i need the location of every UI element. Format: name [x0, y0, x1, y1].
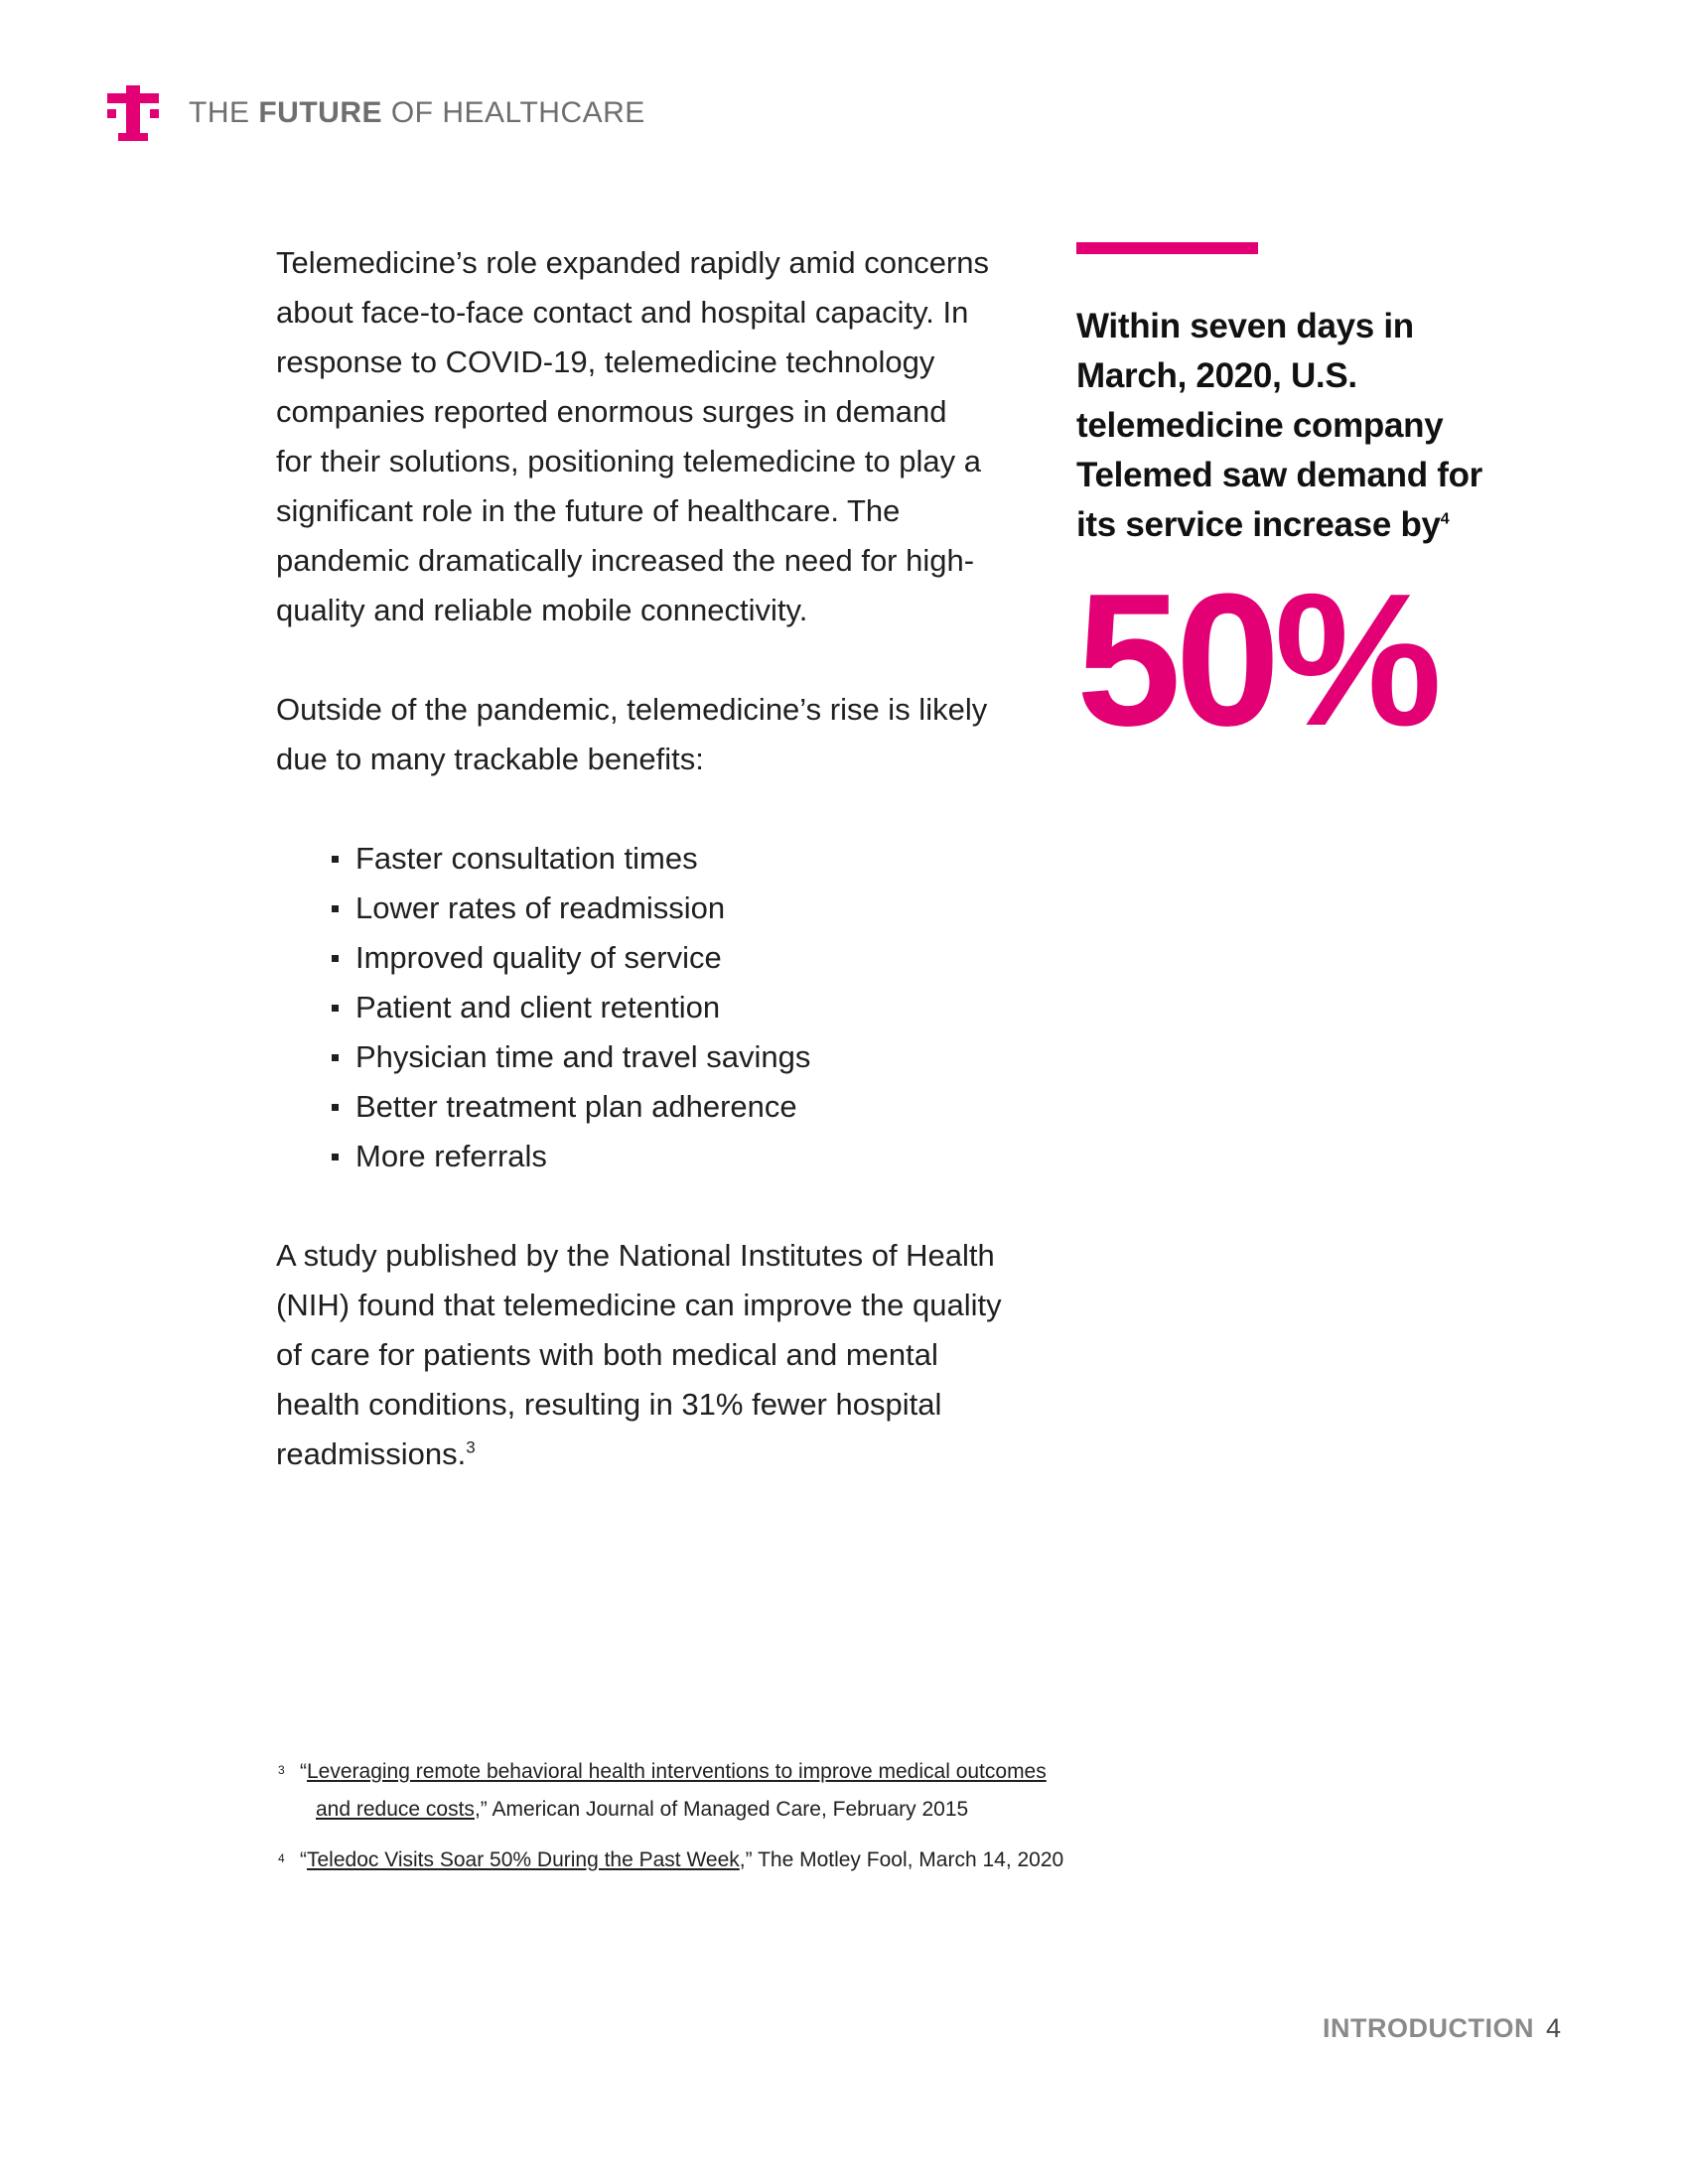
footnote-number: 4: [278, 1851, 285, 1865]
footnote-ref-3[interactable]: 3: [466, 1437, 476, 1457]
paragraph-benefits-lead: Outside of the pandemic, telemedicine’s rise is likely due to many trackable benefits:: [276, 692, 988, 776]
list-item-text: Patient and client retention: [355, 990, 721, 1024]
stat-value: 50%: [1076, 555, 1437, 765]
title-strong: FUTURE: [258, 96, 382, 129]
list-item-text: Lower rates of readmission: [355, 890, 726, 925]
telekom-t-logo-icon: [107, 85, 159, 141]
footnote-3: [276, 1753, 1170, 1829]
square-bullet-icon: [332, 1054, 339, 1061]
stat-callout-text: [1076, 302, 1493, 550]
list-item-text: Better treatment plan adherence: [355, 1089, 797, 1124]
document-title: [189, 96, 645, 130]
footnotes: [276, 1753, 1170, 1879]
square-bullet-icon: [332, 1104, 339, 1111]
title-prefix: THE: [189, 96, 259, 129]
list-item-text: Physician time and travel savings: [355, 1039, 811, 1074]
list-item-text: Improved quality of service: [355, 940, 722, 975]
page-header: [107, 83, 645, 143]
benefits-list: [276, 834, 1011, 1181]
list-item-text: More referrals: [355, 1139, 547, 1173]
square-bullet-icon: [332, 1154, 339, 1160]
footnote-source: ,” The Motley Fool, March 14, 2020: [739, 1848, 1064, 1871]
square-bullet-icon: [332, 856, 339, 863]
footnote-ref-4[interactable]: 4: [1440, 510, 1450, 528]
stat-description: Within seven days in March, 2020, U.S. telemedicine company Telemed saw demand for its service increase by: [1076, 307, 1482, 544]
accent-rule: [1076, 242, 1258, 254]
footnote-number: 3: [278, 1763, 285, 1777]
footnote-4: [276, 1842, 1170, 1879]
page-footer: [1323, 2013, 1561, 2044]
list-item: [332, 933, 1011, 983]
footnote-3-link[interactable]: Leveraging remote behavioral health interventions to improve medical outcomes: [307, 1760, 1047, 1783]
list-item: [332, 1082, 1011, 1132]
list-item-text: Faster consultation times: [355, 841, 698, 876]
footnote-quote: “: [300, 1760, 307, 1783]
footnote-4-link[interactable]: Teledoc Visits Soar 50% During the Past Week: [307, 1848, 740, 1871]
page-number: 4: [1545, 2013, 1561, 2043]
nih-study-text: A study published by the National Institutes of Health (NIH) found that telemedicine can improve the quality of care for patients with both medical and mental health conditions, resulting in 31% fewer hospital readmissions.: [276, 1238, 1002, 1471]
list-item: [332, 983, 1011, 1032]
footnote-3-link-cont[interactable]: and reduce costs: [316, 1798, 475, 1821]
list-item: [332, 834, 1011, 884]
list-item: [332, 884, 1011, 933]
section-name: INTRODUCTION: [1322, 2013, 1534, 2043]
square-bullet-icon: [332, 1005, 339, 1012]
title-suffix: OF HEALTHCARE: [382, 96, 645, 129]
list-item: [332, 1032, 1011, 1082]
footnote-quote: “: [300, 1848, 307, 1871]
paragraph-intro: Telemedicine’s role expanded rapidly amid concerns about face-to-face contact and hospital capacity. In response to COVID-19, telemedicine technology companies reported enormous surges in demand for their solutions, positioning telemedicine to play a significant role in the future of healthcare. The pandemic dramatically increased the need for high-quality and reliable mobile connectivity.: [276, 245, 989, 627]
square-bullet-icon: [332, 905, 339, 912]
paragraph-nih-study: [276, 1231, 1011, 1479]
footnote-3-line2: [300, 1791, 1170, 1829]
list-item: [332, 1132, 1011, 1181]
square-bullet-icon: [332, 955, 339, 962]
footnote-source: ,” American Journal of Managed Care, February 2015: [474, 1798, 969, 1821]
main-content: [276, 238, 1011, 1479]
